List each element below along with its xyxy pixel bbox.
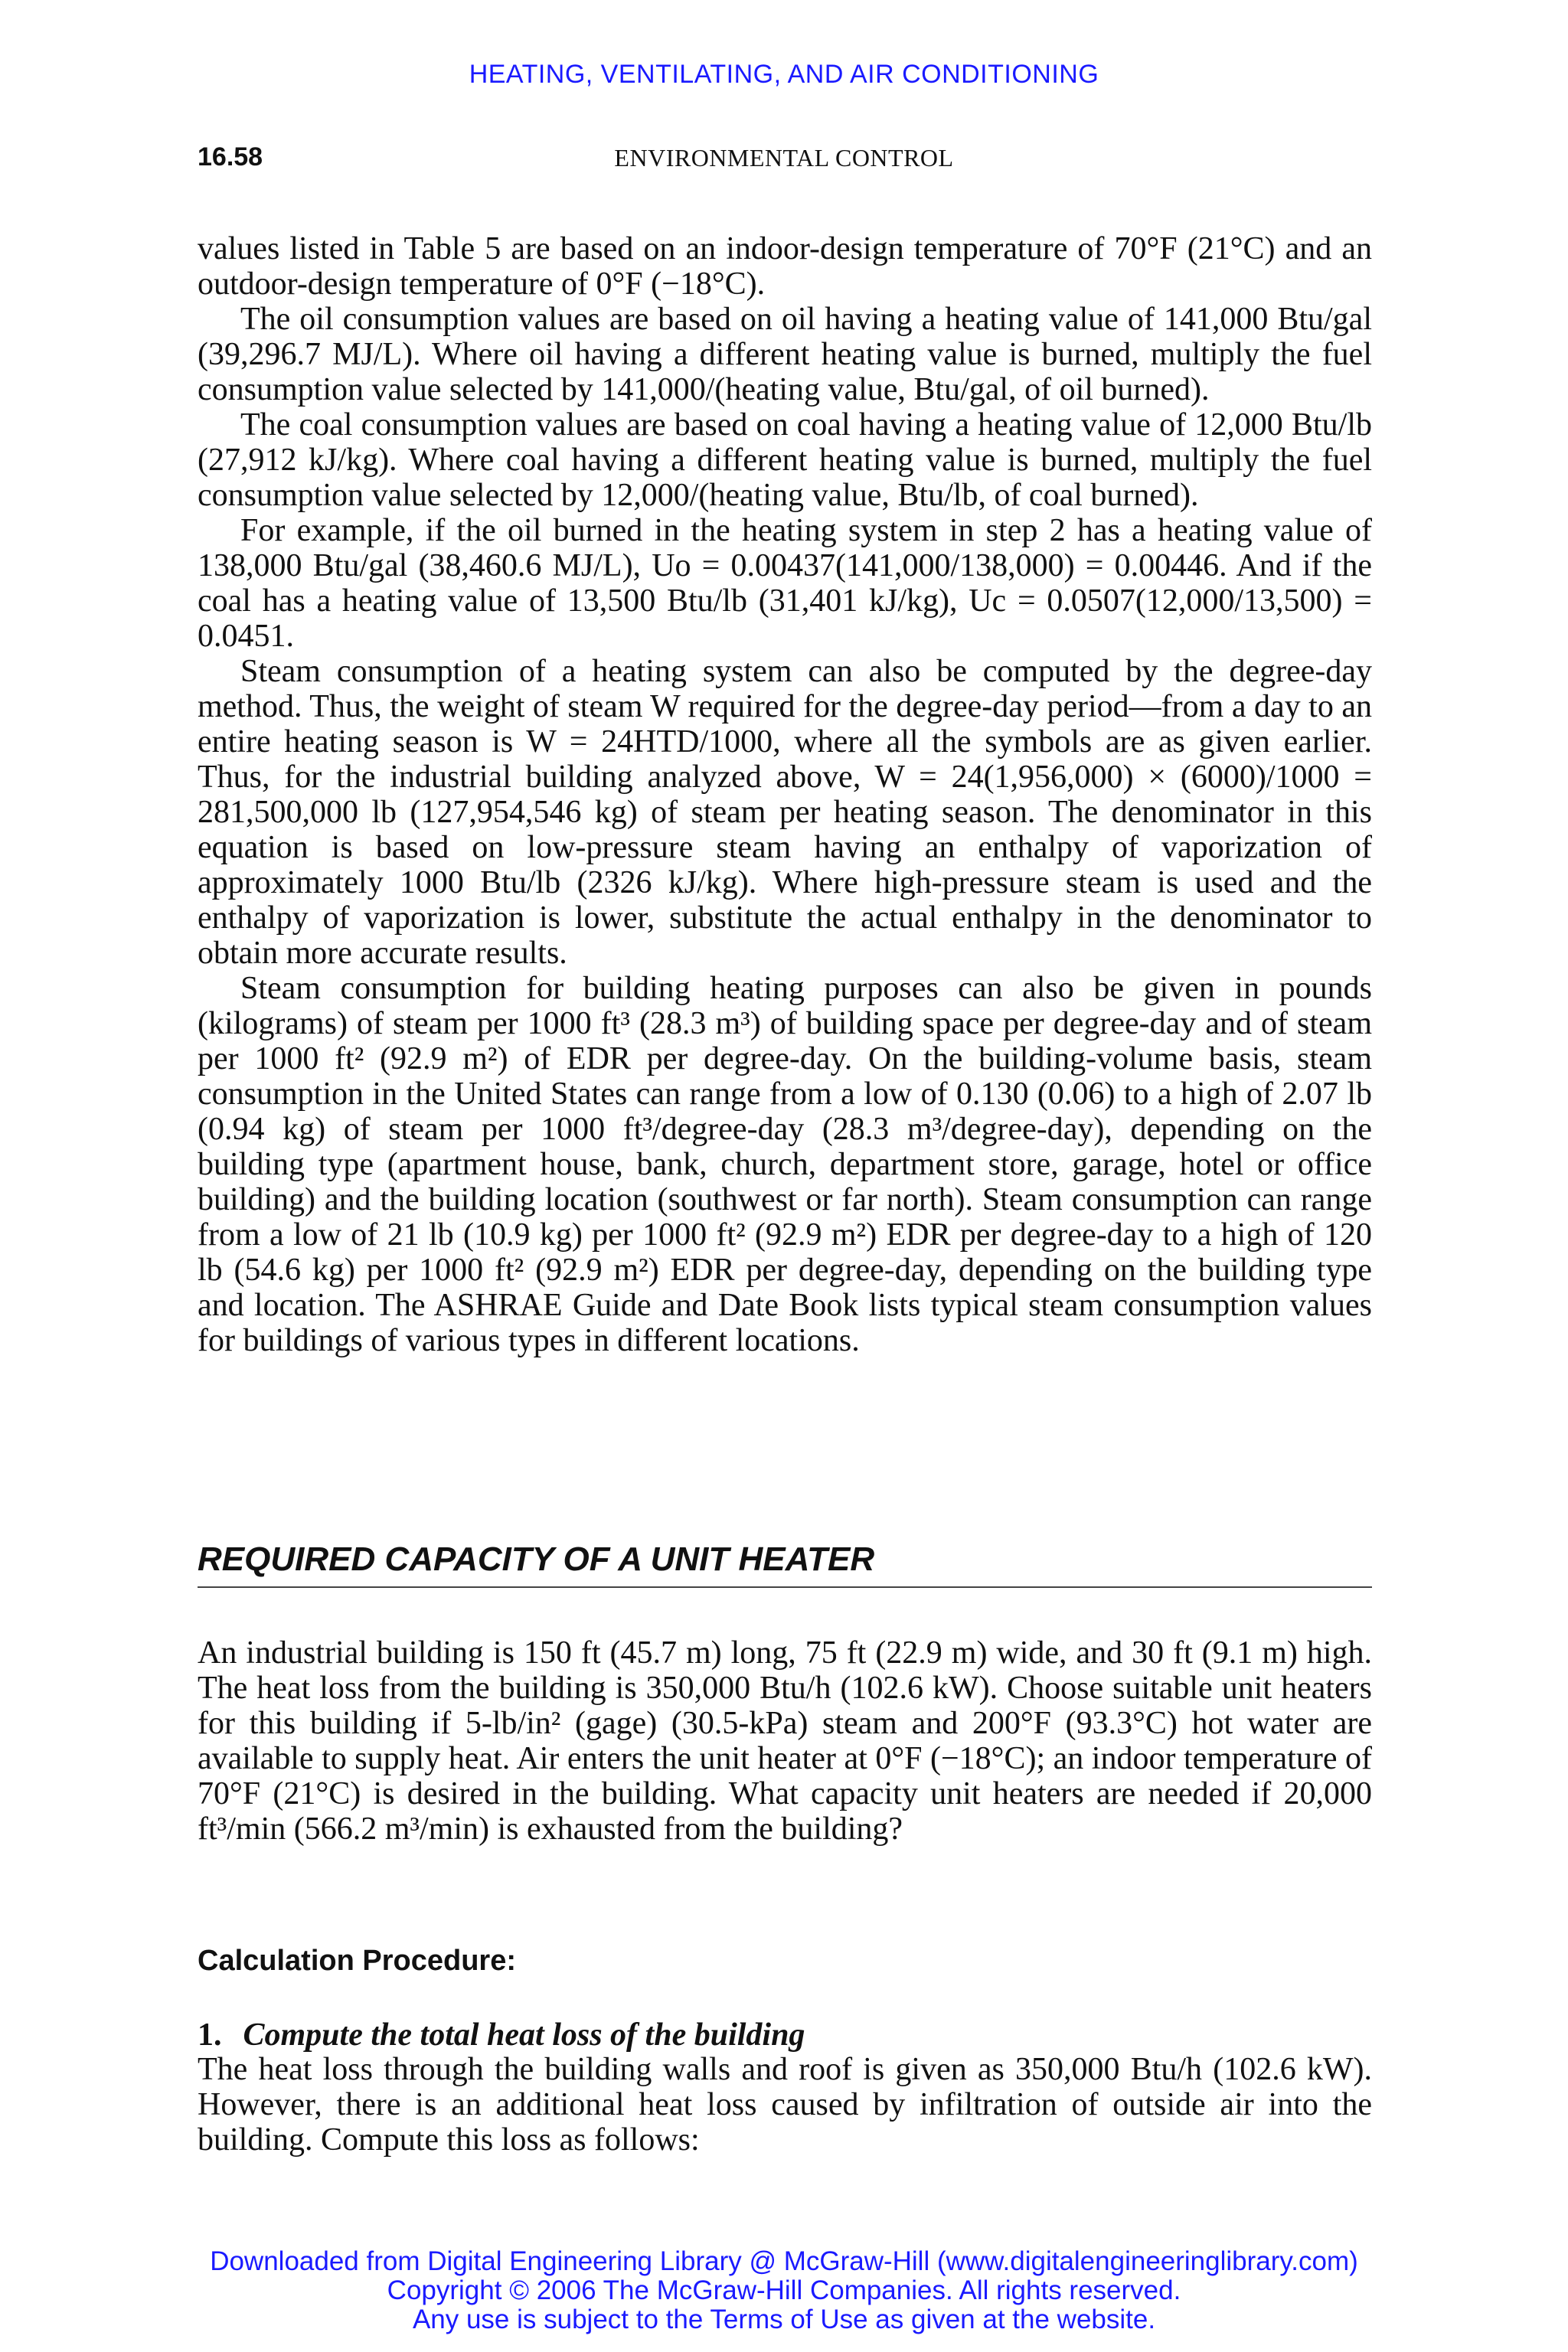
- paragraph: An industrial building is 150 ft (45.7 m) long, 75 ft (22.9 m) wide, and 30 ft (9.1 m) high. The heat loss from the building is 350,000 Btu/h (102.6 kW). Choose suitable unit heaters for this building if 5-lb/in² (gage) (30.5-kPa) steam and 200°F (93.3°C) hot water are available to supply heat. Air enters the unit heater at 0°F (−18°C); an indoor temperature of 70°F (21°C) is desired in the building. What capacity unit heaters are needed if 20,000 ft³/min (566.2 m³/min) is exhausted from the building?: [198, 1635, 1372, 1847]
- footer-download-link[interactable]: Downloaded from Digital Engineering Library @ McGraw-Hill (www.digitalengineeringlibrary.com): [210, 2246, 1358, 2276]
- footer-copyright: Copyright © 2006 The McGraw-Hill Companies. All rights reserved.: [387, 2275, 1181, 2305]
- intro-text: [198, 231, 1372, 1358]
- book-title-link[interactable]: HEATING, VENTILATING, AND AIR CONDITIONING: [469, 60, 1099, 89]
- footer-terms[interactable]: Any use is subject to the Terms of Use as given at the website.: [412, 2305, 1156, 2334]
- calculation-procedure-heading: Calculation Procedure:: [198, 1945, 516, 1977]
- paragraph: The heat loss through the building walls and roof is given as 350,000 Btu/h (102.6 kW). However, there is an additional heat loss caused by infiltration of outside air into the building. Compute this loss as follows:: [198, 2052, 1372, 2158]
- section-title: REQUIRED CAPACITY OF A UNIT HEATER: [198, 1540, 1372, 1588]
- step-title: Compute the total heat loss of the building: [243, 2017, 805, 2053]
- paragraph: values listed in Table 5 are based on an indoor-design temperature of 70°F (21°C) and an outdoor-design temperature of 0°F (−18°C).: [198, 231, 1372, 302]
- page-number: 16.58: [198, 142, 263, 172]
- paragraph: Steam consumption for building heating purposes can also be given in pounds (kilograms) of steam per 1000 ft³ (28.3 m³) of building space per degree-day and of steam per 1000 ft² (92.9 m²) of EDR per degree-day. On the building-volume basis, steam consumption in the United States can range from a low of 0.130 (0.06) to a high of 2.07 lb (0.94 kg) of steam per 1000 ft³/degree-day (28.3 m³/degree-day), depending on the building type (apartment house, bank, church, department store, garage, hotel or office building) and the building location (southwest or far north). Steam consumption can range from a low of 21 lb (10.9 kg) per 1000 ft² (92.9 m²) EDR per degree-day to a high of 120 lb (54.6 kg) per 1000 ft² (92.9 m²) EDR per degree-day, depending on the building type and location. The ASHRAE Guide and Date Book lists typical steam consumption values for buildings of various types in different locations.: [198, 971, 1372, 1358]
- step-heading: [198, 2017, 805, 2053]
- paragraph: The oil consumption values are based on oil having a heating value of 141,000 Btu/gal (39,296.7 MJ/L). Where oil having a different heating value is burned, multiply the fuel consumption value selected by 141,000/(heating value, Btu/gal, of oil burned).: [198, 302, 1372, 407]
- step-text: [198, 2052, 1372, 2158]
- problem-statement: [198, 1635, 1372, 1847]
- paragraph: Steam consumption of a heating system can also be computed by the degree-day method. Thus, the weight of steam W required for the degree-day period—from a day to an entire heating season is W = 24HTD/1000, where all the symbols are as given earlier. Thus, for the industrial building analyzed above, W = 24(1,956,000) × (6000)/1000 = 281,500,000 lb (127,954,546 kg) of steam per heating season. The denominator in this equation is based on low-pressure steam having an enthalpy of vaporization of approximately 1000 Btu/lb (2326 kJ/kg). Where high-pressure steam is used and the enthalpy of vaporization is lower, substitute the actual enthalpy in the denominator to obtain more accurate results.: [198, 654, 1372, 971]
- step-number: 1.: [198, 2017, 222, 2053]
- running-head: ENVIRONMENTAL CONTROL: [614, 144, 954, 172]
- paragraph: The coal consumption values are based on coal having a heating value of 12,000 Btu/lb (27,912 kJ/kg). Where coal having a different heating value is burned, multiply the fuel consumption value selected by 12,000/(heating value, Btu/lb, of coal burned).: [198, 407, 1372, 513]
- paragraph: For example, if the oil burned in the heating system in step 2 has a heating value of 138,000 Btu/gal (38,460.6 MJ/L), Uo = 0.00437(141,000/138,000) = 0.00446. And if the coal has a heating value of 13,500 Btu/lb (31,401 kJ/kg), Uc = 0.0507(12,000/13,500) = 0.0451.: [198, 513, 1372, 654]
